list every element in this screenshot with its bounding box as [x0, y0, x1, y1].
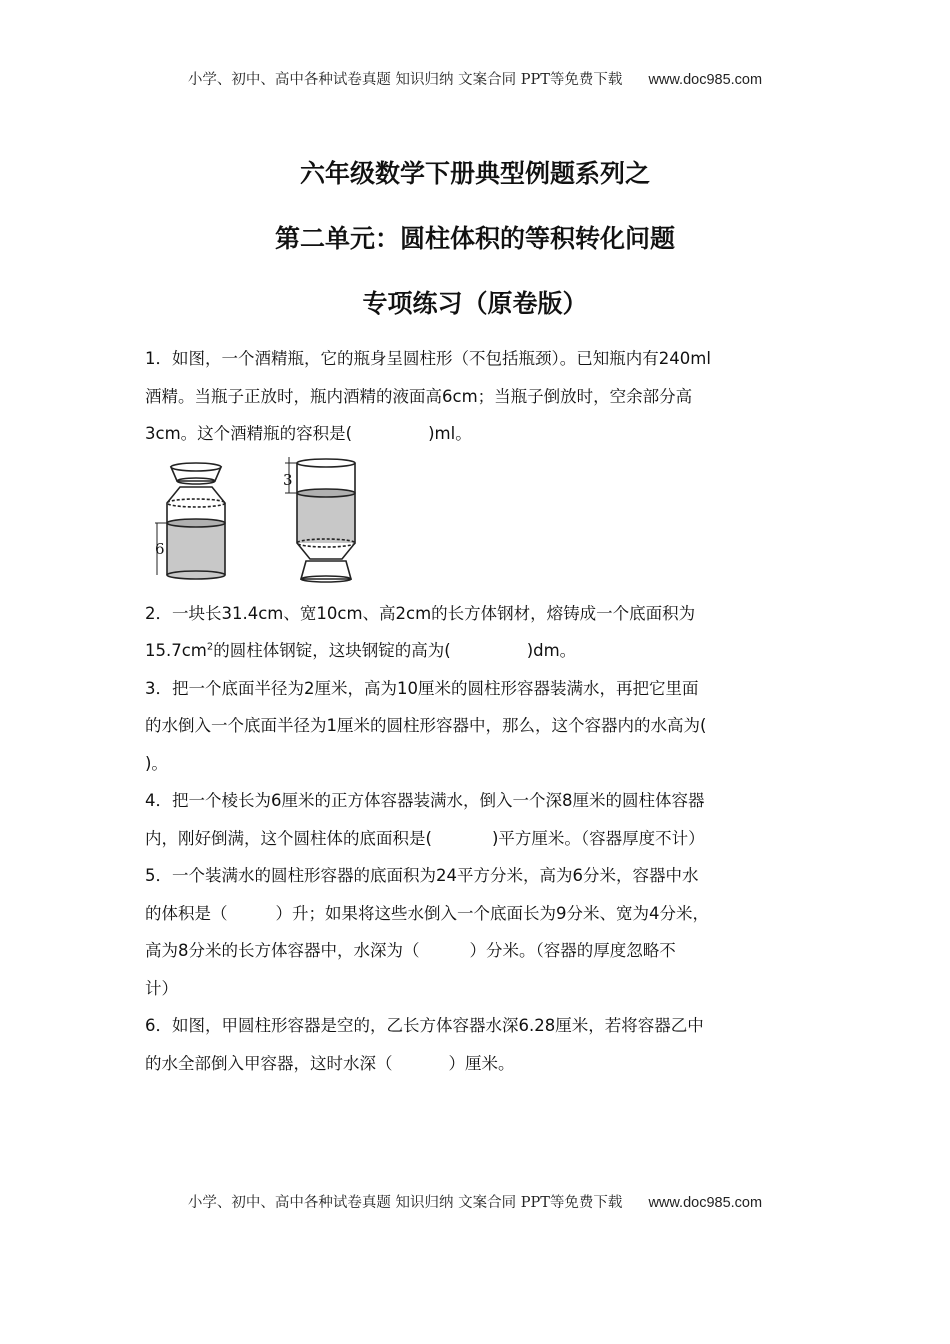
q6-line2: 的水全部倒入甲容器，这时水深（ ）厘米。 — [145, 1053, 515, 1073]
q3-line1: 3．把一个底面半径为2厘米，高为10厘米的圆柱形容器装满水，再把它里面 — [145, 678, 699, 698]
q3-line3: )。 — [145, 753, 168, 773]
q3-line2: 的水倒入一个底面半径为1厘米的圆柱形容器中，那么，这个容器内的水高为( — [145, 716, 707, 735]
bottle-figure — [155, 457, 370, 585]
footer-site: www.doc985.com — [648, 1195, 763, 1211]
footer-text: 小学、初中、高中各种试卷真题 知识归纳 文案合同 PPT等免费下载 — [187, 1195, 623, 1211]
page-footer — [0, 1191, 950, 1212]
header-text: 小学、初中、高中各种试卷真题 知识归纳 文案合同 PPT等免费下载 — [187, 72, 623, 88]
q5-line2: 的体积是（ ）升；如果将这些水倒入一个底面长为9分米、宽为4分米， — [145, 903, 709, 923]
q1-line2: 酒精。当瓶子正放时，瓶内酒精的液面高6cm；当瓶子倒放时，空余部分高 — [145, 386, 693, 406]
q1-line1: 1．如图，一个酒精瓶，它的瓶身呈圆柱形（不包括瓶颈）。已知瓶内有240ml — [145, 349, 711, 368]
title-practice: 专项练习（原卷版） — [362, 289, 588, 318]
q1-line3: 3cm。这个酒精瓶的容积是( )ml。 — [145, 424, 472, 443]
q5-line3: 高为8分米的长方体容器中，水深为（ ）分米。（容器的厚度忽略不 — [145, 941, 676, 960]
q6-line1: 6．如图，甲圆柱形容器是空的，乙长方体容器水深6.28厘米，若将容器乙中 — [145, 1016, 704, 1035]
q5-line4: 计） — [145, 978, 178, 998]
question-list — [145, 340, 815, 1082]
upright-height-label: 6 — [155, 539, 165, 558]
title-unit: 第二单元：圆柱体积的等积转化问题 — [274, 224, 675, 253]
inverted-gap-label: 3 — [283, 470, 293, 489]
q5-line1: 5．一个装满水的圆柱形容器的底面积为24平方分米，高为6分米，容器中水 — [145, 866, 699, 885]
page-header — [0, 68, 950, 89]
header-site: www.doc985.com — [648, 72, 763, 88]
inverted-bottle — [285, 457, 355, 582]
q4-line2: 内，刚好倒满，这个圆柱体的底面积是( )平方厘米。（容器厚度不计） — [145, 828, 705, 848]
upright-bottle — [155, 463, 225, 579]
q2-line1: 2．一块长31.4cm、宽10cm、高2cm的长方体钢材，熔铸成一个底面积为 — [145, 603, 696, 623]
q2-line2: $15.7cm^2$的圆柱体钢锭，这块钢锭的高为( )dm。 — [145, 641, 577, 660]
title-series: 六年级数学下册典型例题系列之 — [299, 159, 650, 188]
q4-line1: 4．把一个棱长为6厘米的正方体容器装满水，倒入一个深8厘米的圆柱体容器 — [145, 791, 705, 810]
